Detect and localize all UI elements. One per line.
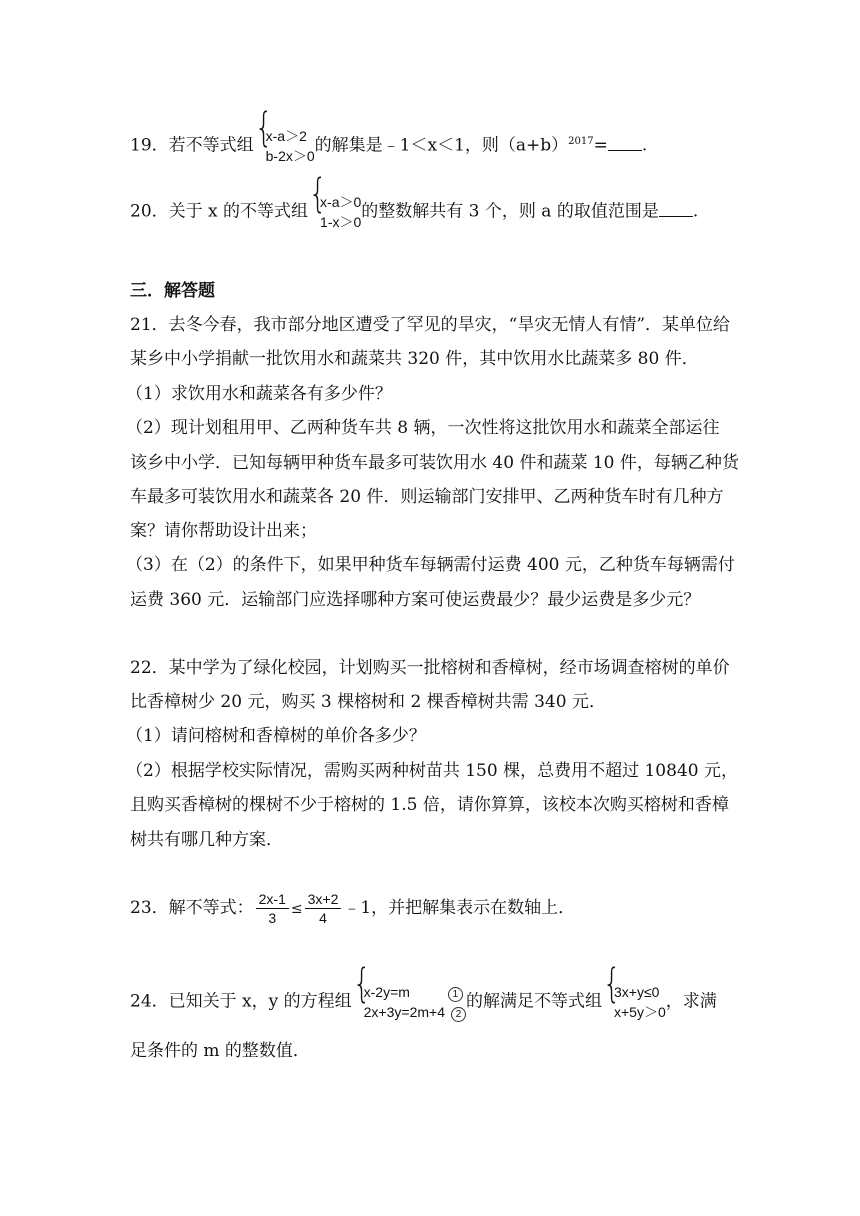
q24-line-2: 足条件的 m 的整数值． <box>130 1041 310 1061</box>
q22-line-4: （2）根据学校实际情况，需购买两种树苗共 150 棵，总费用不超过 10840 元， <box>126 761 738 781</box>
q22-line-1: 22．某中学为了绿化校园，计划购买一批榕树和香樟树，经市场调查榕树的单价 <box>130 658 730 678</box>
q20-end: . <box>692 201 699 222</box>
q24-prefix: 24．已知关于 x，y 的方程组 <box>130 991 352 1012</box>
q24-inequality-system <box>602 982 666 1022</box>
question-24 <box>130 982 717 1022</box>
q23-operator: ≤ <box>290 901 303 917</box>
q21-line-4: （2）现计划租用甲、乙两种货车共 8 辆，一次性将这批饮用水和蔬菜全部运往 <box>126 418 720 438</box>
q24-mark-2: 2 <box>451 1007 466 1022</box>
q19-mid: 的解集是﹣1＜x＜1，则（a+b） <box>314 135 569 156</box>
q20-answer-blank[interactable] <box>659 216 693 217</box>
q20-eq1: { x-a＞0 <box>320 194 362 210</box>
q24-mid: 的解满足不等式组 <box>465 991 602 1012</box>
q21-line-8: （3）在（2）的条件下，如果甲种货车每辆需付运费 400 元，乙种货车每辆需付 <box>126 555 735 575</box>
q23-num1: 2x-1 <box>256 890 289 909</box>
q22-line-5: 且购买香樟树的棵树不少于榕树的 1.5 倍，请你算算，该校本次购买榕树和香樟 <box>130 795 729 815</box>
q20-mid: 的整数解共有 3 个，则 a 的取值范围是 <box>361 201 659 222</box>
q22-line-6: 树共有哪几种方案． <box>130 830 283 850</box>
q21-line-1: 21．去冬今春，我市部分地区遭受了罕见的旱灾，“旱灾无情人有情”．某单位给 <box>130 315 731 335</box>
q21-line-7: 案？请你帮助设计出来； <box>130 521 317 541</box>
q19-answer-blank[interactable] <box>608 150 642 151</box>
q19-eq1: { x-a＞2 <box>265 128 307 144</box>
q20-eq2: 1-x＞0 <box>320 214 362 230</box>
q21-line-2: 某乡中小学捐献一批饮用水和蔬菜共 320 件，其中饮用水比蔬菜多 80 件． <box>130 349 699 369</box>
question-23 <box>130 890 575 927</box>
q22-line-2: 比香樟树少 20 元，购买 3 棵榕树和 2 棵香樟树共需 340 元． <box>130 692 606 712</box>
q24-end: ，求满 <box>665 991 717 1012</box>
q23-suffix: ﹣1，并把解集表示在数轴上． <box>343 898 576 918</box>
q24-mark-1: 1 <box>448 987 463 1002</box>
q24-eq1: x-2y=m <box>363 984 410 1000</box>
q23-den2: 4 <box>319 910 327 926</box>
q19-tail: = <box>593 135 608 156</box>
q19-exponent: 2017 <box>568 135 594 147</box>
q21-line-5: 该乡中小学．已知每辆甲种货车最多可装饮用水 40 件和蔬菜 10 件，每辆乙种货 <box>130 453 739 473</box>
q19-end: . <box>641 135 648 156</box>
q24-ineq1: { 3x+y≤0 <box>613 984 660 1000</box>
q24-ineq2: x+5y＞0 <box>613 1004 666 1020</box>
q20-prefix: 20．关于 x 的不等式组 <box>130 201 309 222</box>
q19-prefix: 19．若不等式组 <box>130 135 254 156</box>
question-20 <box>130 192 698 232</box>
q24-equation-system <box>352 982 466 1022</box>
q20-inequality-system <box>308 192 361 232</box>
q23-fraction-right <box>305 890 342 927</box>
q23-fraction-left <box>256 890 289 927</box>
q23-den1: 3 <box>268 910 277 926</box>
q19-eq2: b-2x＞0 <box>265 148 315 164</box>
q23-num2: 3x+2 <box>305 890 342 909</box>
q21-line-3: （1）求饮用水和蔬菜各有多少件？ <box>126 384 392 404</box>
section-heading: 三．解答题 <box>130 281 215 301</box>
q24-eq2: 2x+3y=2m+4 <box>363 1004 445 1020</box>
q19-inequality-system <box>254 126 315 166</box>
question-19 <box>130 126 647 166</box>
q21-line-9: 运费 360 元．运输部门应选择哪种方案可使运费最少？最少运费是多少元？ <box>130 590 701 610</box>
q21-line-6: 车最多可装饮用水和蔬菜各 20 件．则运输部门安排甲、乙两种货车时有几种方 <box>130 487 724 507</box>
q22-line-3: （1）请问榕树和香樟树的单价各多少？ <box>126 726 426 746</box>
q23-prefix: 23．解不等式： <box>130 898 254 918</box>
